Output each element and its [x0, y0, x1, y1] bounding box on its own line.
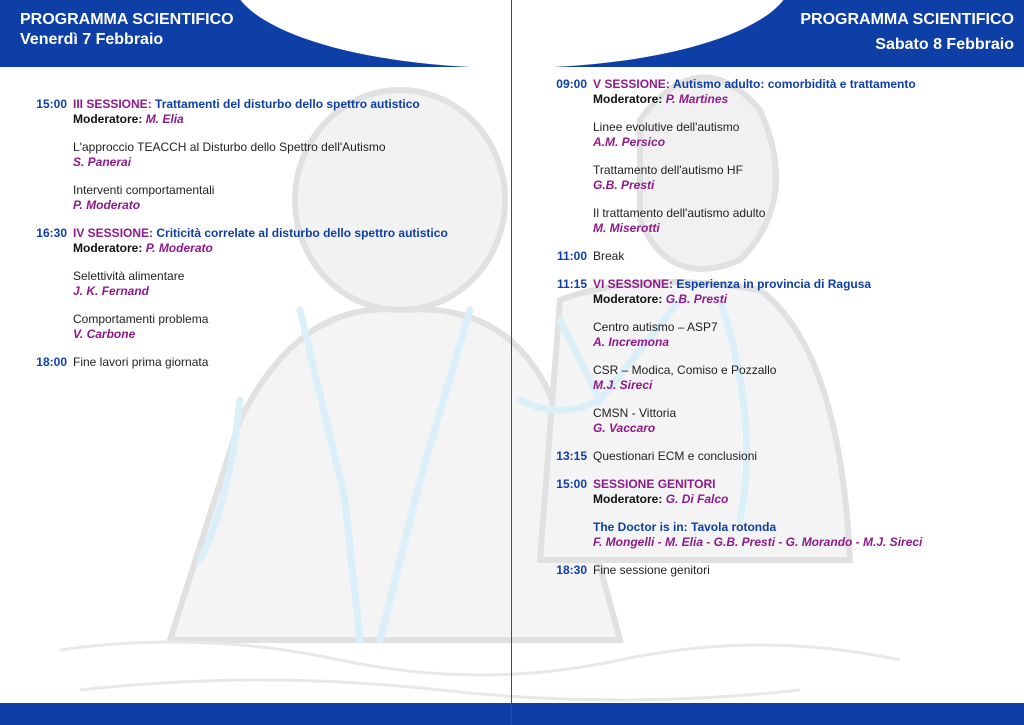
moderator-label: Moderatore: — [73, 112, 143, 126]
session-label: V SESSIONE: — [593, 77, 670, 91]
schedule-item — [20, 226, 500, 256]
item-time: 15:00 — [556, 477, 587, 491]
talk-title: Fine lavori prima giornata — [73, 355, 209, 369]
moderator-name: G. Di Falco — [665, 492, 729, 506]
schedule-item — [540, 363, 1010, 393]
moderator-name: G.B. Presti — [665, 292, 728, 306]
moderator-name: M. Elia — [145, 112, 184, 126]
schedule-item — [540, 77, 1010, 107]
item-time: 15:00 — [36, 97, 67, 111]
schedule-item — [540, 163, 1010, 193]
schedule-item — [540, 277, 1010, 307]
right-header-title: PROGRAMMA SCIENTIFICO — [800, 11, 1014, 28]
speaker-name: M. Miserotti — [593, 221, 660, 235]
schedule-item — [20, 140, 500, 170]
schedule-item — [540, 477, 1010, 507]
session-title: Autismo adulto: comorbidità e trattamento — [673, 77, 916, 91]
saturday-schedule — [540, 77, 1010, 578]
right-header — [800, 10, 1014, 55]
session-title: Trattamenti del disturbo dello spettro autistico — [155, 97, 420, 111]
talk-title: Il trattamento dell'autismo adulto — [593, 206, 766, 220]
speaker-name: M.J. Sireci — [593, 378, 653, 392]
schedule-item — [20, 97, 500, 127]
schedule-item — [20, 355, 500, 370]
talk-title: Comportamenti problema — [73, 312, 209, 326]
talk-title: Linee evolutive dell'autismo — [593, 120, 740, 134]
schedule-item — [540, 320, 1010, 350]
page-fold-line — [511, 0, 512, 725]
right-header-date: Sabato 8 Febbraio — [875, 36, 1014, 53]
session-title: Criticità correlate al disturbo dello spettro autistico — [156, 226, 448, 240]
moderator-label: Moderatore: — [593, 492, 663, 506]
schedule-item — [20, 183, 500, 213]
talk-title: Break — [593, 249, 625, 263]
session-label: VI SESSIONE: — [593, 277, 674, 291]
session-label: SESSIONE GENITORI — [593, 477, 716, 491]
item-time: 18:00 — [36, 355, 67, 369]
schedule-item — [540, 120, 1010, 150]
talk-title: L'approccio TEACCH al Disturbo dello Spettro dell'Autismo — [73, 140, 386, 154]
speaker-name: S. Panerai — [73, 155, 132, 169]
moderator-name: P. Moderato — [145, 241, 213, 255]
speaker-name: V. Carbone — [73, 327, 136, 341]
speaker-name: A.M. Persico — [593, 135, 666, 149]
schedule-item — [540, 406, 1010, 436]
moderator-label: Moderatore: — [593, 292, 663, 306]
talk-title: CMSN - Vittoria — [593, 406, 677, 420]
schedule-item — [540, 563, 1010, 578]
item-time: 11:15 — [556, 277, 587, 291]
moderator-label: Moderatore: — [73, 241, 143, 255]
speaker-name: P. Moderato — [73, 198, 141, 212]
schedule-item — [540, 520, 1010, 550]
speaker-name: F. Mongelli - M. Elia - G.B. Presti - G. Morando - M.J. Sireci — [593, 535, 923, 549]
item-time: 16:30 — [36, 226, 67, 240]
talk-title: Centro autismo – ASP7 — [593, 320, 718, 334]
talk-title: CSR – Modica, Comiso e Pozzallo — [593, 363, 777, 377]
item-time: 18:30 — [556, 563, 587, 577]
speaker-name: A. Incremona — [593, 335, 670, 349]
schedule-item — [540, 249, 1010, 264]
speaker-name: G.B. Presti — [593, 178, 655, 192]
talk-title: Questionari ECM e conclusioni — [593, 449, 758, 463]
session-label: III SESSIONE: — [73, 97, 152, 111]
talk-title: Trattamento dell'autismo HF — [593, 163, 743, 177]
moderator-label: Moderatore: — [593, 92, 663, 106]
left-header-title: PROGRAMMA SCIENTIFICO — [20, 11, 234, 28]
friday-schedule — [20, 97, 500, 370]
talk-title: Interventi comportamentali — [73, 183, 215, 197]
session-label: IV SESSIONE: — [73, 226, 154, 240]
bottom-footer-bar — [0, 703, 1024, 725]
left-header-date: Venerdì 7 Febbraio — [20, 31, 164, 48]
speaker-name: G. Vaccaro — [593, 421, 656, 435]
talk-title: Fine sessione genitori — [593, 563, 710, 577]
item-time: 11:00 — [556, 249, 587, 263]
item-time: 13:15 — [556, 449, 587, 463]
roundtable-title: The Doctor is in: Tavola rotonda — [593, 520, 777, 534]
schedule-item — [540, 206, 1010, 236]
schedule-item — [20, 312, 500, 342]
schedule-item — [540, 449, 1010, 464]
speaker-name: J. K. Fernand — [73, 284, 150, 298]
schedule-item — [20, 269, 500, 299]
left-header — [20, 10, 234, 50]
session-title: Esperienza in provincia di Ragusa — [676, 277, 872, 291]
moderator-name: P. Martines — [665, 92, 729, 106]
item-time: 09:00 — [556, 77, 587, 91]
talk-title: Selettività alimentare — [73, 269, 185, 283]
